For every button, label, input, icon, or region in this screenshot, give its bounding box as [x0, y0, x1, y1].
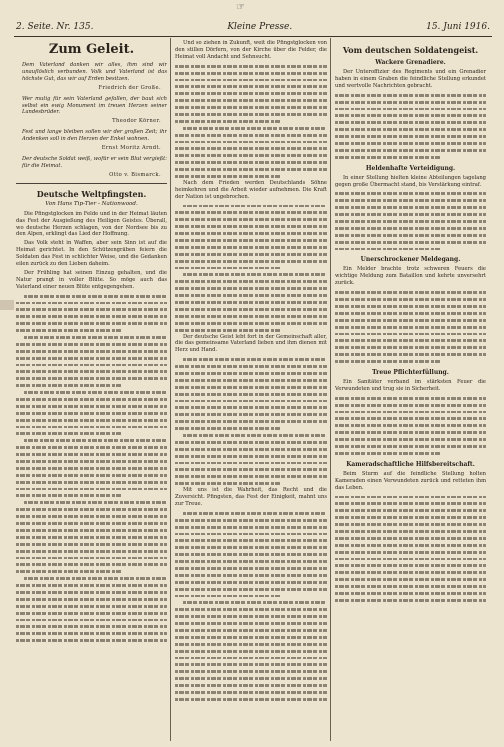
- body-text-lines: [335, 494, 486, 604]
- article-paragraph: Die Pfingstglocken im Felde und in der Heimat läuten das Fest der Ausgießung des Heiligen Geistes. Überall, wo deutsche Herzen schlagen, von der Nordsee bis zu den Alpen, erklingt das Lied der Hoffnung.: [16, 210, 167, 238]
- article-paragraph: Das Volk steht in Waffen, aber sein Sinn ist auf die Heimat gerichtet. In den Schützengräben feiern die Soldaten das Fest in schlichter Weise, und die Gedanken eilen zurück zu den Lieben daheim.: [16, 240, 167, 268]
- quote-text: Dem Vaterland danken wir alles, ihm sind wir unauflöslich verbunden. Volk und Vaterland ist das höchste Gut, das wir auf Erden besitzen.: [22, 62, 167, 82]
- article-paragraph: Ein Melder brachte trotz schweren Feuers die wichtige Meldung zum Bataillon und kehrte unversehrt zurück.: [335, 266, 486, 287]
- quote-author: Friedrich der Große.: [98, 84, 161, 91]
- header-rule: [14, 36, 492, 37]
- top-mark: ☞: [236, 2, 245, 13]
- issue-date: 15. Juni 1916.: [426, 22, 490, 32]
- article-title-soldatengeist: Vom deutschen Soldatengeist.: [342, 45, 479, 55]
- quote-text: Fest und lange bleiben sollen wir der großen Zeit; ihr Andenken soll in den Herzen der Enkel wohnen.: [22, 129, 167, 143]
- article-paragraph: Der Frühling hat seinen Einzug gehalten, und die Natur prangt in voller Blüte. So möge auch das Vaterland einer neuen Blüte entgegengehen.: [16, 269, 167, 290]
- page-header: [16, 22, 490, 36]
- quote-text: Wer mutig für sein Vaterland gefallen, der baut sich selbst ein ewig Monument im treuen Herzen seiner Landesbrüder.: [22, 95, 167, 116]
- body-text-lines: [16, 293, 167, 644]
- quote-author: Otto v. Bismarck.: [109, 171, 161, 178]
- body-text-lines: [175, 63, 327, 180]
- subsection-heading: Treue Pflichterfüllung.: [372, 368, 449, 376]
- article-paragraph: Mit uns ist die Wahrheit, das Recht und die Zuversicht. Pfingsten, das Fest der Einigkeit, mahnt uns zur Treue.: [175, 487, 327, 507]
- column-divider: [330, 38, 331, 741]
- article-paragraph: Und so ziehen in Zukunft, weit die Pfingstglocken von den stillen Dörfern, von der Kirche über die Felder, die Heimat voll Andacht und Sehnsucht.: [175, 40, 327, 60]
- quote-text: Der deutsche Soldat weiß, wofür er sein Blut vergießt: für die Heimat.: [22, 155, 167, 169]
- subsection-heading: Unerschrockener Meldegang.: [360, 256, 461, 264]
- body-text-lines: [335, 289, 486, 365]
- column-divider: [170, 38, 171, 741]
- body-text-lines: [335, 395, 486, 457]
- article-paragraph: In einer Stellung hielten kleine Abteilungen tagelang gegen große Übermacht stand, bis Verstärkung eintraf.: [335, 174, 486, 188]
- article-byline: Von Hans Tip-Tier - Nationwood.: [45, 200, 138, 207]
- quote-block: [16, 62, 167, 179]
- print-smear: [0, 300, 14, 310]
- article-paragraph: Der deutsche Geist lebt fort in der Gemeinschaft aller, die das gemeinsame Vaterland lieben und ihm dienen mit Herz und Hand.: [175, 333, 327, 354]
- column-2: [175, 40, 327, 739]
- subsection-heading: Heldenhafte Verteidigung.: [365, 164, 456, 172]
- paper-title: Kleine Presse.: [227, 22, 293, 32]
- quote-author: Theodor Körner.: [112, 118, 161, 125]
- article-title-zum-geleit: Zum Geleit.: [48, 42, 135, 57]
- body-text-lines: [175, 203, 327, 334]
- body-text-lines: [335, 92, 486, 161]
- page-label: 2. Seite. Nr. 135.: [16, 22, 94, 32]
- body-text-lines: [175, 356, 327, 487]
- article-paragraph: Ein Sanitäter verband im stärksten Feuer die Verwundeten und trug sie in Sicherheit.: [335, 378, 486, 392]
- article-paragraph: Nach dem Frieden werden Deutschlands Söhne heimkehren und die Arbeit wieder aufnehmen. Die Kraft der Nation ist ungebrochen.: [175, 179, 327, 200]
- section-rule: [16, 183, 167, 184]
- body-text-lines: [175, 510, 327, 703]
- subsection-heading: Kameradschaftliche Hilfsbereitschaft.: [346, 460, 475, 468]
- body-text-lines: [335, 190, 486, 252]
- quote-author: Ernst Moritz Arndt.: [101, 145, 161, 152]
- subsection-heading: Wackere Grenadiere.: [375, 59, 446, 66]
- article-title-weltpfingsten: Deutsche Weltpfingsten.: [36, 188, 147, 199]
- article-paragraph: Beim Sturm auf die feindliche Stellung holten Kameraden einen Verwundeten zurück und retteten ihm das Leben.: [335, 470, 486, 491]
- column-3: [335, 40, 486, 739]
- article-paragraph: Der Unteroffizier des Regiments und ein Grenadier haben in einem Graben die feindliche Stellung erkundet und wertvolle Nachrichten gebracht.: [335, 69, 486, 89]
- column-1: [16, 40, 167, 739]
